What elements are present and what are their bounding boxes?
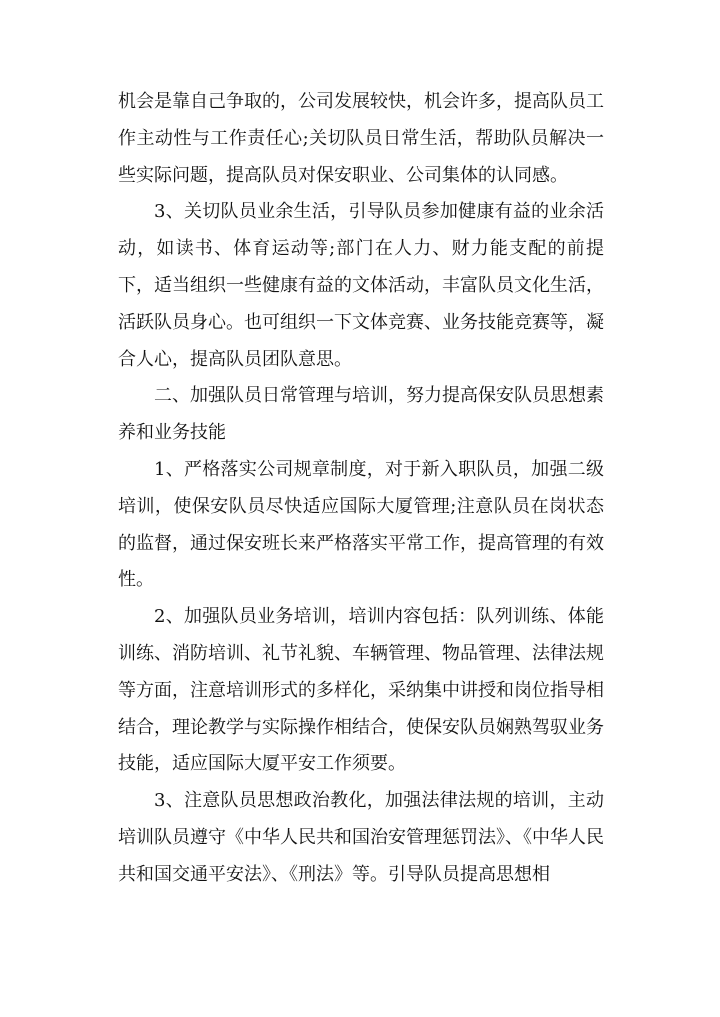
paragraph-5: 3、注意队员思想政治教化，加强法律法规的培训，主动培训队员遵守《中华人民共和国治安管理惩罚法》、《中华人民共和国交通平安法》、《刑法》等。引导队员提高思想相 [118, 790, 604, 885]
paragraph-1: 机会是靠自己争取的，公司发展较快，机会许多，提高队员工作主动性与工作责任心;关切队员日常生活，帮助队员解决一些实际问题，提高队员对保安职业、公司集体的认同感。 [118, 91, 604, 186]
paragraph-2: 3、关切队员业余生活，引导队员参加健康有益的业余活动，如读书、体育运动等;部门在人力、财力能支配的前提下，适当组织一些健康有益的文体活动，丰富队员文化生活，活跃队员身心。也可组织一下文体竞赛、业务技能竞赛等，凝合人心，提高队员团队意思。 [118, 201, 604, 370]
document-body [118, 84, 604, 894]
paragraph-3: 1、严格落实公司规章制度，对于新入职队员，加强二级培训，使保安队员尽快适应国际大厦管理;注意队员在岗状态的监督，通过保安班长来严格落实平常工作，提高管理的有效性。 [118, 458, 604, 591]
section-heading: 二、加强队员日常管理与培训，努力提高保安队员思想素养和业务技能 [118, 385, 604, 444]
paragraph-4: 2、加强队员业务培训，培训内容包括：队列训练、体能训练、消防培训、礼节礼貌、车辆管理、物品管理、法律法规等方面，注意培训形式的多样化，采纳集中讲授和岗位指导相结合，理论教学与实际操作相结合，使保安队员娴熟驾驭业务技能，适应国际大厦平安工作须要。 [118, 606, 604, 775]
